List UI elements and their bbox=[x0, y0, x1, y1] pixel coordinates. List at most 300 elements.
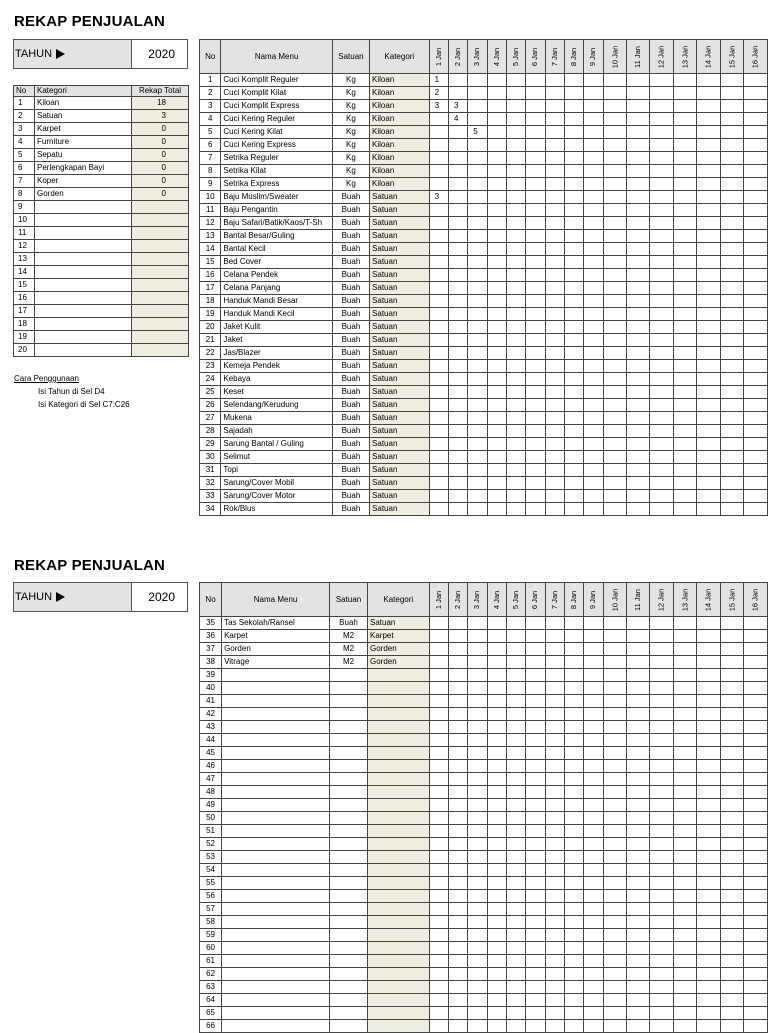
day-qty-cell[interactable] bbox=[697, 477, 721, 490]
day-qty-cell[interactable] bbox=[584, 760, 603, 773]
day-qty-cell[interactable] bbox=[429, 230, 448, 243]
day-qty-cell[interactable] bbox=[584, 74, 603, 87]
day-qty-cell[interactable] bbox=[744, 113, 768, 126]
day-qty-cell[interactable] bbox=[720, 864, 744, 877]
day-qty-cell[interactable] bbox=[429, 126, 448, 139]
day-qty-cell[interactable] bbox=[545, 773, 564, 786]
day-qty-cell[interactable] bbox=[468, 773, 487, 786]
day-qty-cell[interactable] bbox=[584, 617, 603, 630]
day-qty-cell[interactable] bbox=[720, 721, 744, 734]
category-cell[interactable]: Satuan bbox=[370, 451, 430, 464]
category-cell[interactable]: Satuan bbox=[370, 282, 430, 295]
row-no-cell[interactable]: 9 bbox=[200, 178, 221, 191]
day-qty-cell[interactable] bbox=[468, 74, 487, 87]
day-qty-cell[interactable] bbox=[627, 490, 650, 503]
day-qty-cell[interactable] bbox=[429, 773, 448, 786]
day-qty-cell[interactable] bbox=[584, 669, 603, 682]
day-qty-cell[interactable] bbox=[673, 955, 697, 968]
day-qty-cell[interactable] bbox=[584, 838, 603, 851]
day-qty-cell[interactable] bbox=[468, 617, 487, 630]
day-qty-cell[interactable] bbox=[487, 74, 506, 87]
day-qty-cell[interactable] bbox=[744, 386, 768, 399]
day-qty-cell[interactable] bbox=[603, 152, 627, 165]
day-qty-cell[interactable] bbox=[468, 916, 487, 929]
day-qty-cell[interactable] bbox=[744, 126, 768, 139]
day-qty-cell[interactable] bbox=[545, 838, 564, 851]
day-qty-cell[interactable] bbox=[448, 347, 467, 360]
day-qty-cell[interactable] bbox=[526, 721, 545, 734]
recap-no-cell[interactable]: 4 bbox=[14, 136, 35, 149]
recap-total-cell[interactable] bbox=[132, 292, 189, 305]
day-qty-cell[interactable] bbox=[584, 695, 603, 708]
day-qty-cell[interactable] bbox=[468, 695, 487, 708]
row-no-cell[interactable]: 39 bbox=[200, 669, 222, 682]
day-qty-cell[interactable] bbox=[584, 877, 603, 890]
day-qty-cell[interactable] bbox=[650, 412, 674, 425]
day-qty-cell[interactable] bbox=[526, 256, 545, 269]
day-qty-cell[interactable] bbox=[627, 708, 650, 721]
day-qty-cell[interactable] bbox=[448, 451, 467, 464]
day-qty-cell[interactable] bbox=[697, 360, 721, 373]
row-no-cell[interactable]: 27 bbox=[200, 412, 221, 425]
unit-cell[interactable] bbox=[330, 825, 368, 838]
day-qty-cell[interactable] bbox=[744, 87, 768, 100]
day-qty-cell[interactable] bbox=[603, 617, 627, 630]
day-qty-cell[interactable] bbox=[744, 425, 768, 438]
day-qty-cell[interactable] bbox=[565, 100, 584, 113]
day-qty-cell[interactable] bbox=[429, 851, 448, 864]
menu-name-cell[interactable]: Handuk Mandi Kecil bbox=[221, 308, 332, 321]
menu-name-cell[interactable] bbox=[222, 955, 330, 968]
day-qty-cell[interactable] bbox=[507, 903, 526, 916]
day-qty-cell[interactable] bbox=[673, 425, 697, 438]
day-qty-cell[interactable] bbox=[526, 425, 545, 438]
day-qty-cell[interactable] bbox=[584, 204, 603, 217]
day-qty-cell[interactable] bbox=[584, 1007, 603, 1020]
day-qty-cell[interactable] bbox=[468, 734, 487, 747]
day-qty-cell[interactable] bbox=[627, 243, 650, 256]
day-qty-cell[interactable] bbox=[673, 851, 697, 864]
unit-cell[interactable] bbox=[330, 1020, 368, 1033]
day-qty-cell[interactable] bbox=[650, 617, 674, 630]
day-qty-cell[interactable] bbox=[584, 747, 603, 760]
day-qty-cell[interactable] bbox=[545, 916, 564, 929]
day-qty-cell[interactable] bbox=[627, 152, 650, 165]
category-cell[interactable] bbox=[368, 916, 430, 929]
category-cell[interactable] bbox=[368, 851, 430, 864]
sales-header-day[interactable] bbox=[468, 583, 487, 617]
menu-name-cell[interactable] bbox=[222, 981, 330, 994]
day-qty-cell[interactable] bbox=[565, 490, 584, 503]
day-qty-cell[interactable] bbox=[627, 347, 650, 360]
day-qty-cell[interactable] bbox=[603, 308, 627, 321]
day-qty-cell[interactable] bbox=[487, 708, 506, 721]
day-qty-cell[interactable] bbox=[697, 838, 721, 851]
day-qty-cell[interactable] bbox=[673, 864, 697, 877]
day-qty-cell[interactable] bbox=[448, 139, 467, 152]
menu-name-cell[interactable]: Bantal Besar/Guling bbox=[221, 230, 332, 243]
day-qty-cell[interactable] bbox=[565, 74, 584, 87]
day-qty-cell[interactable] bbox=[603, 669, 627, 682]
day-qty-cell[interactable] bbox=[603, 734, 627, 747]
day-qty-cell[interactable] bbox=[627, 269, 650, 282]
day-qty-cell[interactable] bbox=[507, 87, 526, 100]
category-cell[interactable] bbox=[368, 747, 430, 760]
day-qty-cell[interactable] bbox=[448, 630, 467, 643]
day-qty-cell[interactable] bbox=[584, 412, 603, 425]
day-qty-cell[interactable] bbox=[627, 230, 650, 243]
day-qty-cell[interactable] bbox=[584, 321, 603, 334]
day-qty-cell[interactable] bbox=[526, 243, 545, 256]
day-qty-cell[interactable] bbox=[565, 851, 584, 864]
day-qty-cell[interactable] bbox=[650, 786, 674, 799]
day-qty-cell[interactable] bbox=[627, 981, 650, 994]
day-qty-cell[interactable] bbox=[545, 877, 564, 890]
day-qty-cell[interactable] bbox=[720, 321, 744, 334]
recap-no-cell[interactable]: 2 bbox=[14, 110, 35, 123]
day-qty-cell[interactable] bbox=[603, 955, 627, 968]
day-qty-cell[interactable] bbox=[744, 955, 768, 968]
day-qty-cell[interactable] bbox=[448, 734, 467, 747]
day-qty-cell[interactable] bbox=[448, 1007, 467, 1020]
day-qty-cell[interactable] bbox=[584, 438, 603, 451]
day-qty-cell[interactable] bbox=[650, 968, 674, 981]
sales-header-day[interactable] bbox=[744, 583, 768, 617]
day-qty-cell[interactable] bbox=[545, 308, 564, 321]
day-qty-cell[interactable] bbox=[627, 955, 650, 968]
day-qty-cell[interactable] bbox=[507, 760, 526, 773]
menu-name-cell[interactable]: Setrika Reguler bbox=[221, 152, 332, 165]
day-qty-cell[interactable] bbox=[673, 838, 697, 851]
day-qty-cell[interactable] bbox=[526, 230, 545, 243]
day-qty-cell[interactable] bbox=[650, 425, 674, 438]
day-qty-cell[interactable] bbox=[468, 269, 487, 282]
day-qty-cell[interactable] bbox=[720, 178, 744, 191]
day-qty-cell[interactable] bbox=[565, 799, 584, 812]
day-qty-cell[interactable] bbox=[627, 451, 650, 464]
day-qty-cell[interactable] bbox=[507, 643, 526, 656]
day-qty-cell[interactable] bbox=[507, 786, 526, 799]
category-cell[interactable] bbox=[368, 721, 430, 734]
row-no-cell[interactable]: 34 bbox=[200, 503, 221, 516]
day-qty-cell[interactable] bbox=[429, 451, 448, 464]
day-qty-cell[interactable]: 5 bbox=[468, 126, 487, 139]
menu-name-cell[interactable] bbox=[222, 708, 330, 721]
day-qty-cell[interactable] bbox=[584, 425, 603, 438]
day-qty-cell[interactable] bbox=[603, 321, 627, 334]
day-qty-cell[interactable] bbox=[603, 708, 627, 721]
day-qty-cell[interactable] bbox=[650, 656, 674, 669]
unit-cell[interactable] bbox=[330, 955, 368, 968]
day-qty-cell[interactable] bbox=[673, 695, 697, 708]
menu-name-cell[interactable]: Bantal Kecil bbox=[221, 243, 332, 256]
day-qty-cell[interactable] bbox=[565, 230, 584, 243]
day-qty-cell[interactable] bbox=[545, 191, 564, 204]
day-qty-cell[interactable] bbox=[744, 643, 768, 656]
day-qty-cell[interactable] bbox=[584, 347, 603, 360]
day-qty-cell[interactable] bbox=[720, 360, 744, 373]
day-qty-cell[interactable] bbox=[627, 87, 650, 100]
day-qty-cell[interactable] bbox=[650, 152, 674, 165]
day-qty-cell[interactable] bbox=[744, 708, 768, 721]
recap-no-cell[interactable]: 18 bbox=[14, 318, 35, 331]
day-qty-cell[interactable] bbox=[603, 178, 627, 191]
sales-header-day[interactable] bbox=[584, 40, 603, 74]
day-qty-cell[interactable] bbox=[507, 1020, 526, 1033]
menu-name-cell[interactable] bbox=[222, 747, 330, 760]
day-qty-cell[interactable] bbox=[603, 451, 627, 464]
day-qty-cell[interactable] bbox=[650, 490, 674, 503]
menu-name-cell[interactable]: Setrika Express bbox=[221, 178, 332, 191]
day-qty-cell[interactable] bbox=[468, 942, 487, 955]
day-qty-cell[interactable] bbox=[720, 74, 744, 87]
day-qty-cell[interactable] bbox=[744, 74, 768, 87]
day-qty-cell[interactable] bbox=[673, 152, 697, 165]
day-qty-cell[interactable] bbox=[507, 126, 526, 139]
day-qty-cell[interactable] bbox=[507, 451, 526, 464]
day-qty-cell[interactable] bbox=[603, 165, 627, 178]
day-qty-cell[interactable] bbox=[744, 890, 768, 903]
day-qty-cell[interactable] bbox=[697, 669, 721, 682]
day-qty-cell[interactable] bbox=[507, 682, 526, 695]
day-qty-cell[interactable] bbox=[697, 799, 721, 812]
day-qty-cell[interactable] bbox=[650, 295, 674, 308]
menu-name-cell[interactable] bbox=[222, 942, 330, 955]
sales-header-day[interactable] bbox=[487, 583, 506, 617]
day-qty-cell[interactable] bbox=[487, 656, 506, 669]
day-qty-cell[interactable] bbox=[650, 269, 674, 282]
sales-header-day[interactable] bbox=[697, 583, 721, 617]
day-qty-cell[interactable] bbox=[673, 139, 697, 152]
row-no-cell[interactable]: 66 bbox=[200, 1020, 222, 1033]
day-qty-cell[interactable] bbox=[627, 256, 650, 269]
day-qty-cell[interactable] bbox=[448, 438, 467, 451]
day-qty-cell[interactable] bbox=[507, 100, 526, 113]
day-qty-cell[interactable] bbox=[584, 929, 603, 942]
day-qty-cell[interactable] bbox=[673, 360, 697, 373]
menu-name-cell[interactable]: Baju Muslim/Sweater bbox=[221, 191, 332, 204]
menu-name-cell[interactable]: Setrika Kilat bbox=[221, 165, 332, 178]
recap-kategori-cell[interactable] bbox=[35, 318, 132, 331]
menu-name-cell[interactable] bbox=[222, 669, 330, 682]
day-qty-cell[interactable] bbox=[507, 360, 526, 373]
day-qty-cell[interactable] bbox=[673, 656, 697, 669]
day-qty-cell[interactable] bbox=[697, 503, 721, 516]
sales-header-day[interactable] bbox=[720, 583, 744, 617]
row-no-cell[interactable]: 23 bbox=[200, 360, 221, 373]
day-qty-cell[interactable] bbox=[650, 1007, 674, 1020]
recap-no-cell[interactable]: 16 bbox=[14, 292, 35, 305]
day-qty-cell[interactable] bbox=[526, 360, 545, 373]
row-no-cell[interactable]: 20 bbox=[200, 321, 221, 334]
row-no-cell[interactable]: 21 bbox=[200, 334, 221, 347]
day-qty-cell[interactable] bbox=[584, 334, 603, 347]
category-cell[interactable]: Satuan bbox=[370, 360, 430, 373]
day-qty-cell[interactable] bbox=[744, 256, 768, 269]
day-qty-cell[interactable] bbox=[507, 217, 526, 230]
day-qty-cell[interactable] bbox=[565, 929, 584, 942]
menu-name-cell[interactable]: Sarung/Cover Motor bbox=[221, 490, 332, 503]
day-qty-cell[interactable] bbox=[429, 825, 448, 838]
day-qty-cell[interactable] bbox=[487, 929, 506, 942]
day-qty-cell[interactable] bbox=[603, 877, 627, 890]
day-qty-cell[interactable] bbox=[744, 786, 768, 799]
category-cell[interactable]: Satuan bbox=[370, 191, 430, 204]
day-qty-cell[interactable] bbox=[697, 773, 721, 786]
day-qty-cell[interactable] bbox=[565, 773, 584, 786]
day-qty-cell[interactable] bbox=[545, 981, 564, 994]
day-qty-cell[interactable] bbox=[468, 100, 487, 113]
day-qty-cell[interactable] bbox=[584, 399, 603, 412]
category-cell[interactable] bbox=[368, 669, 430, 682]
day-qty-cell[interactable] bbox=[526, 773, 545, 786]
menu-name-cell[interactable] bbox=[222, 682, 330, 695]
year-label-cell[interactable] bbox=[14, 583, 132, 611]
day-qty-cell[interactable] bbox=[468, 630, 487, 643]
category-cell[interactable]: Satuan bbox=[370, 204, 430, 217]
menu-name-cell[interactable] bbox=[222, 916, 330, 929]
day-qty-cell[interactable] bbox=[507, 178, 526, 191]
day-qty-cell[interactable] bbox=[720, 656, 744, 669]
unit-cell[interactable]: Kg bbox=[332, 152, 369, 165]
day-qty-cell[interactable] bbox=[627, 630, 650, 643]
unit-cell[interactable]: Buah bbox=[332, 412, 369, 425]
day-qty-cell[interactable] bbox=[603, 477, 627, 490]
day-qty-cell[interactable] bbox=[429, 981, 448, 994]
category-cell[interactable]: Satuan bbox=[370, 490, 430, 503]
day-qty-cell[interactable] bbox=[487, 734, 506, 747]
menu-name-cell[interactable]: Rok/Blus bbox=[221, 503, 332, 516]
day-qty-cell[interactable] bbox=[565, 838, 584, 851]
day-qty-cell[interactable] bbox=[650, 864, 674, 877]
day-qty-cell[interactable] bbox=[526, 890, 545, 903]
day-qty-cell[interactable] bbox=[468, 825, 487, 838]
unit-cell[interactable] bbox=[330, 942, 368, 955]
day-qty-cell[interactable] bbox=[448, 747, 467, 760]
day-qty-cell[interactable] bbox=[720, 295, 744, 308]
day-qty-cell[interactable] bbox=[526, 747, 545, 760]
day-qty-cell[interactable] bbox=[627, 656, 650, 669]
day-qty-cell[interactable] bbox=[565, 656, 584, 669]
day-qty-cell[interactable] bbox=[429, 477, 448, 490]
recap-total-cell[interactable]: 18 bbox=[132, 97, 189, 110]
row-no-cell[interactable]: 33 bbox=[200, 490, 221, 503]
day-qty-cell[interactable] bbox=[744, 503, 768, 516]
day-qty-cell[interactable] bbox=[429, 721, 448, 734]
day-qty-cell[interactable] bbox=[487, 87, 506, 100]
day-qty-cell[interactable] bbox=[487, 812, 506, 825]
day-qty-cell[interactable] bbox=[429, 682, 448, 695]
day-qty-cell[interactable] bbox=[744, 451, 768, 464]
day-qty-cell[interactable] bbox=[565, 877, 584, 890]
row-no-cell[interactable]: 17 bbox=[200, 282, 221, 295]
day-qty-cell[interactable] bbox=[720, 708, 744, 721]
day-qty-cell[interactable] bbox=[448, 916, 467, 929]
day-qty-cell[interactable] bbox=[603, 113, 627, 126]
day-qty-cell[interactable] bbox=[487, 503, 506, 516]
day-qty-cell[interactable] bbox=[720, 669, 744, 682]
day-qty-cell[interactable] bbox=[603, 682, 627, 695]
day-qty-cell[interactable] bbox=[697, 760, 721, 773]
day-qty-cell[interactable] bbox=[545, 1007, 564, 1020]
unit-cell[interactable] bbox=[330, 747, 368, 760]
day-qty-cell[interactable] bbox=[526, 656, 545, 669]
sales-header-day[interactable] bbox=[603, 40, 627, 74]
day-qty-cell[interactable] bbox=[673, 643, 697, 656]
day-qty-cell[interactable] bbox=[429, 916, 448, 929]
day-qty-cell[interactable] bbox=[468, 412, 487, 425]
day-qty-cell[interactable] bbox=[565, 139, 584, 152]
day-qty-cell[interactable] bbox=[603, 994, 627, 1007]
recap-no-cell[interactable]: 11 bbox=[14, 227, 35, 240]
day-qty-cell[interactable] bbox=[507, 942, 526, 955]
day-qty-cell[interactable] bbox=[627, 968, 650, 981]
day-qty-cell[interactable] bbox=[487, 825, 506, 838]
unit-cell[interactable] bbox=[330, 838, 368, 851]
day-qty-cell[interactable] bbox=[744, 269, 768, 282]
day-qty-cell[interactable] bbox=[673, 347, 697, 360]
day-qty-cell[interactable] bbox=[673, 1007, 697, 1020]
day-qty-cell[interactable] bbox=[565, 113, 584, 126]
day-qty-cell[interactable] bbox=[526, 269, 545, 282]
recap-kategori-cell[interactable]: Satuan bbox=[35, 110, 132, 123]
category-cell[interactable] bbox=[368, 760, 430, 773]
day-qty-cell[interactable] bbox=[673, 708, 697, 721]
day-qty-cell[interactable] bbox=[650, 851, 674, 864]
day-qty-cell[interactable] bbox=[507, 347, 526, 360]
category-cell[interactable] bbox=[368, 825, 430, 838]
day-qty-cell[interactable] bbox=[673, 890, 697, 903]
day-qty-cell[interactable] bbox=[487, 100, 506, 113]
day-qty-cell[interactable] bbox=[429, 695, 448, 708]
day-qty-cell[interactable] bbox=[744, 695, 768, 708]
category-cell[interactable]: Satuan bbox=[370, 230, 430, 243]
day-qty-cell[interactable] bbox=[507, 773, 526, 786]
day-qty-cell[interactable] bbox=[697, 178, 721, 191]
day-qty-cell[interactable] bbox=[468, 968, 487, 981]
day-qty-cell[interactable] bbox=[526, 864, 545, 877]
unit-cell[interactable]: Kg bbox=[332, 100, 369, 113]
recap-no-cell[interactable]: 12 bbox=[14, 240, 35, 253]
day-qty-cell[interactable] bbox=[603, 630, 627, 643]
day-qty-cell[interactable] bbox=[429, 438, 448, 451]
day-qty-cell[interactable] bbox=[744, 347, 768, 360]
day-qty-cell[interactable] bbox=[545, 113, 564, 126]
day-qty-cell[interactable] bbox=[565, 955, 584, 968]
recap-kategori-cell[interactable]: Perlengkapan Bayi bbox=[35, 162, 132, 175]
sales-header-day[interactable] bbox=[697, 40, 721, 74]
day-qty-cell[interactable] bbox=[565, 734, 584, 747]
recap-total-cell[interactable] bbox=[132, 331, 189, 344]
day-qty-cell[interactable] bbox=[697, 734, 721, 747]
unit-cell[interactable] bbox=[330, 994, 368, 1007]
day-qty-cell[interactable] bbox=[584, 1020, 603, 1033]
day-qty-cell[interactable] bbox=[448, 74, 467, 87]
day-qty-cell[interactable] bbox=[526, 825, 545, 838]
day-qty-cell[interactable] bbox=[673, 113, 697, 126]
day-qty-cell[interactable] bbox=[720, 100, 744, 113]
menu-name-cell[interactable] bbox=[222, 773, 330, 786]
row-no-cell[interactable]: 43 bbox=[200, 721, 222, 734]
day-qty-cell[interactable] bbox=[507, 490, 526, 503]
day-qty-cell[interactable] bbox=[673, 74, 697, 87]
day-qty-cell[interactable] bbox=[697, 451, 721, 464]
day-qty-cell[interactable] bbox=[565, 87, 584, 100]
day-qty-cell[interactable] bbox=[565, 1007, 584, 1020]
day-qty-cell[interactable] bbox=[720, 503, 744, 516]
day-qty-cell[interactable] bbox=[627, 864, 650, 877]
day-qty-cell[interactable] bbox=[720, 217, 744, 230]
